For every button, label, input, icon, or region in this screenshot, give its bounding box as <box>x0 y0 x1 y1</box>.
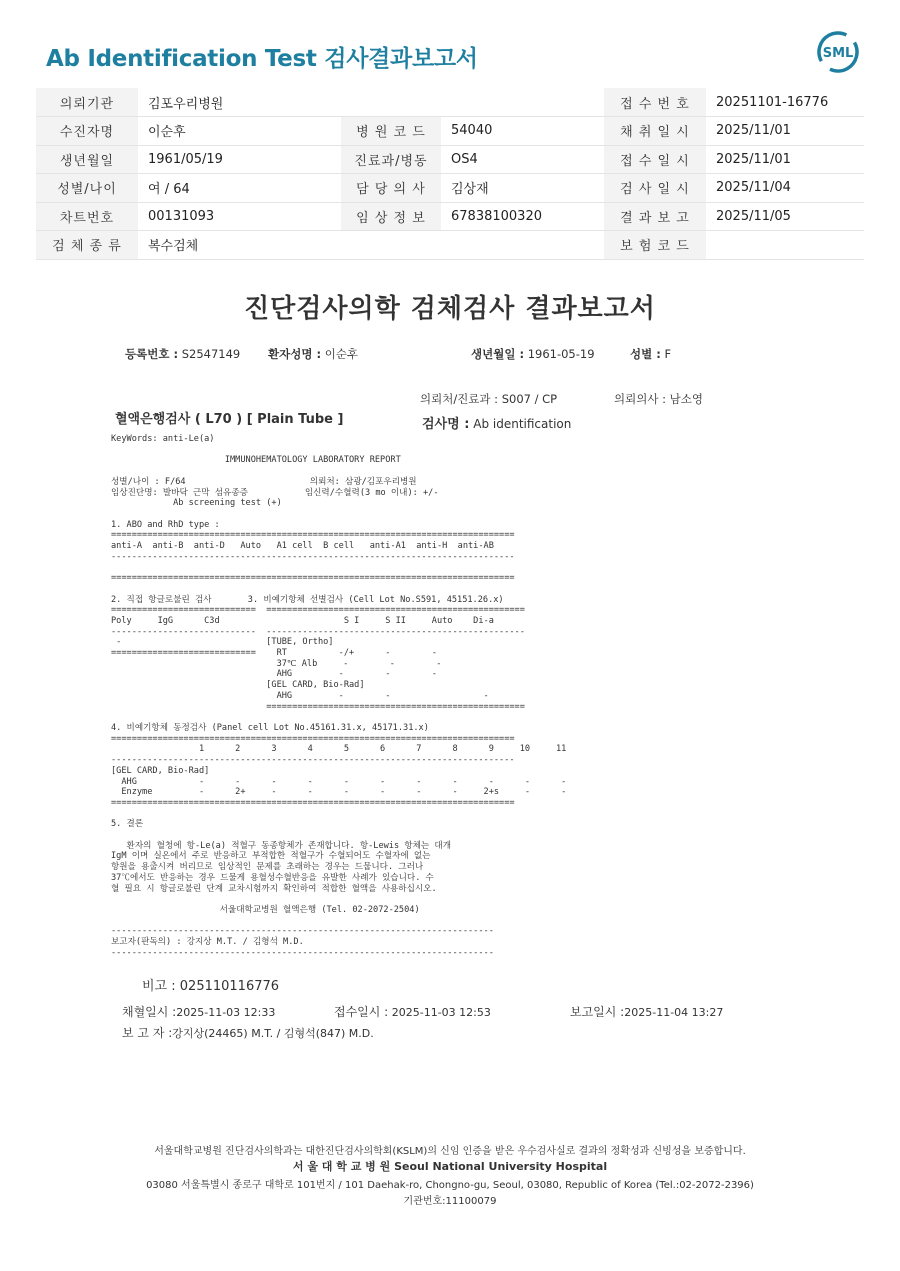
info-label: 검 체 종 류 <box>36 231 138 260</box>
svg-text:SML: SML <box>822 46 854 61</box>
info-label: 채 취 일 시 <box>604 117 706 146</box>
info-label: 검 사 일 시 <box>604 174 706 203</box>
info-empty-cell <box>441 231 604 260</box>
info-value: 복수검체 <box>138 231 341 260</box>
info-label: 임 상 정 보 <box>341 202 441 231</box>
info-value: 이순후 <box>138 117 341 146</box>
info-label: 담 당 의 사 <box>341 174 441 203</box>
info-row <box>36 174 864 203</box>
info-value: 67838100320 <box>441 202 604 231</box>
info-value: 김포우리병원 <box>138 88 341 117</box>
info-value: 2025/11/04 <box>706 174 864 203</box>
info-value: 00131093 <box>138 202 341 231</box>
sex: 성별 : F <box>630 347 672 361</box>
footer-certification: 서울대학교병원 진단검사의학과는 대한진단검사의학회(KSLM)의 신임 인증을 받은 우수검사실로 결과의 정확성과 신빙성을 보증합니다. <box>154 1146 746 1157</box>
info-row <box>36 117 864 146</box>
info-label: 수진자명 <box>36 117 138 146</box>
info-empty-cell <box>341 231 441 260</box>
document-title: Ab Identification Test 검사결과보고서 <box>46 46 478 72</box>
info-value: 1961/05/19 <box>138 145 341 174</box>
info-row <box>36 88 864 117</box>
info-label: 접 수 번 호 <box>604 88 706 117</box>
collect-datetime: 채혈일시 :2025-11-03 12:33 <box>122 1005 276 1019</box>
note: 비고 : 025110116776 <box>142 979 280 994</box>
footer-institution-no: 기관번호:11100079 <box>403 1196 497 1207</box>
patient-name: 환자성명 : 이순후 <box>268 347 359 361</box>
footer-address: 03080 서울특별시 종로구 대학로 101번지 / 101 Daehak-ro, Chongno-gu, Seoul, 03080, Republic of Korea (Tel.:02-2072-2396) <box>146 1180 754 1191</box>
info-label: 생년월일 <box>36 145 138 174</box>
requesting-dept: 의뢰처/진료과 : S007 / CP <box>420 392 558 406</box>
info-empty-cell <box>441 88 604 117</box>
receive-datetime: 접수일시 : 2025-11-03 12:53 <box>334 1005 491 1019</box>
report-datetime: 보고일시 :2025-11-04 13:27 <box>570 1005 724 1019</box>
info-row <box>36 202 864 231</box>
birth-date: 생년월일 : 1961-05-19 <box>471 347 595 361</box>
sml-logo <box>816 30 860 74</box>
info-label: 접 수 일 시 <box>604 145 706 174</box>
info-row <box>36 231 864 260</box>
info-empty-cell <box>341 88 441 117</box>
info-label: 성별/나이 <box>36 174 138 203</box>
footer-hospital-name: 서 울 대 학 교 병 원 Seoul National University Hospital <box>292 1160 608 1173</box>
info-value: 20251101-16776 <box>706 88 864 117</box>
info-value: 2025/11/05 <box>706 202 864 231</box>
info-label: 결 과 보 고 <box>604 202 706 231</box>
info-value: 2025/11/01 <box>706 117 864 146</box>
info-value: 여 / 64 <box>138 174 341 203</box>
typed-lab-report: KeyWords: anti-Le(a) IMMUNOHEMATOLOGY LABORATORY REPORT 성별/나이 : F/64 의뢰처: 삼광/김포우리병원 임상진단명: 발바닥 근막 섬유종증 임신력/수혈력(3 mo 이내): +/- Ab screening test (+) 1. ABO and RhD type : ============================================================================== anti-A anti-B anti-D Auto A1 cell B cell anti-A1 anti-H anti-AB ------------------------------------------------------------------------------ ============================================================================== 2. 직접 항글로불린 검사 3. 비예기항체 선별검사 (Cell Lot No.S591, 45151.26.x) ============================ ================================================== Poly IgG C3d S I S II Auto Di-a ---------------------------- -------------------------------------------------- - [TUBE, Ortho] ============================ RT -/+ - - 37℃ Alb - - - AHG - - - [GEL CARD, Bio-Rad] AHG - - - ================================================== 4. 비예기항체 동정검사 (Panel cell Lot No.45161.31.x, 45171.31.x) ============================================================================== 1 2 3 4 5 6 7 8 9 10 11 ------------------------------------------------------------------------------ [GEL CARD, Bio-Rad] AHG - - - - - - - - - - - Enzyme - 2+ - - - - - - 2+s - - ============================================================================== 5. 결론 환자의 혈청에 항-Le(a) 적혈구 동종항체가 존재합니다. 항-Lewis 항체는 대개 IgM 이며 실온에서 주로 반응하고 부적합한 적혈구가 수혈되어도 수혈자에 없는 항원을 용출시켜 버리므로 임상적인 문제를 초래하는 경우는 드뭅니다. 그러나 37℃에서도 반응하는 경우 드물게 용혈성수혈반응을 유발한 사례가 있습니다. 수 혈 필요 시 항글로불린 단계 교차시험까지 확인하여 적합한 혈액을 사용하십시오. 서울대학교병원 혈액은행 (Tel. 02-2072-2504) -------------------------------------------------------------------------- 보고자(판독의) : 강지상 M.T. / 김형석 M.D. -------------------------------------------------------------------------- <box>111 434 567 958</box>
info-row <box>36 145 864 174</box>
registration-no: 등록번호 : S2547149 <box>125 347 241 361</box>
info-value <box>706 231 864 260</box>
reporter: 보 고 자 :강지상(24465) M.T. / 김형석(847) M.D. <box>122 1026 374 1040</box>
info-label: 의뢰기관 <box>36 88 138 117</box>
info-value: 2025/11/01 <box>706 145 864 174</box>
info-label: 보 험 코 드 <box>604 231 706 260</box>
info-label: 차트번호 <box>36 202 138 231</box>
info-value: 김상재 <box>441 174 604 203</box>
requesting-doctor: 의뢰의사 : 남소영 <box>614 392 703 406</box>
test-name: 검사명 : Ab identification <box>422 417 572 432</box>
info-value: 54040 <box>441 117 604 146</box>
test-group: 혈액은행검사 ( L70 ) [ Plain Tube ] <box>115 412 344 427</box>
report-heading: 진단검사의학 검체검사 결과보고서 <box>244 294 656 324</box>
patient-info-table <box>36 88 864 260</box>
info-label: 병 원 코 드 <box>341 117 441 146</box>
info-label: 진료과/병동 <box>341 145 441 174</box>
info-value: OS4 <box>441 145 604 174</box>
